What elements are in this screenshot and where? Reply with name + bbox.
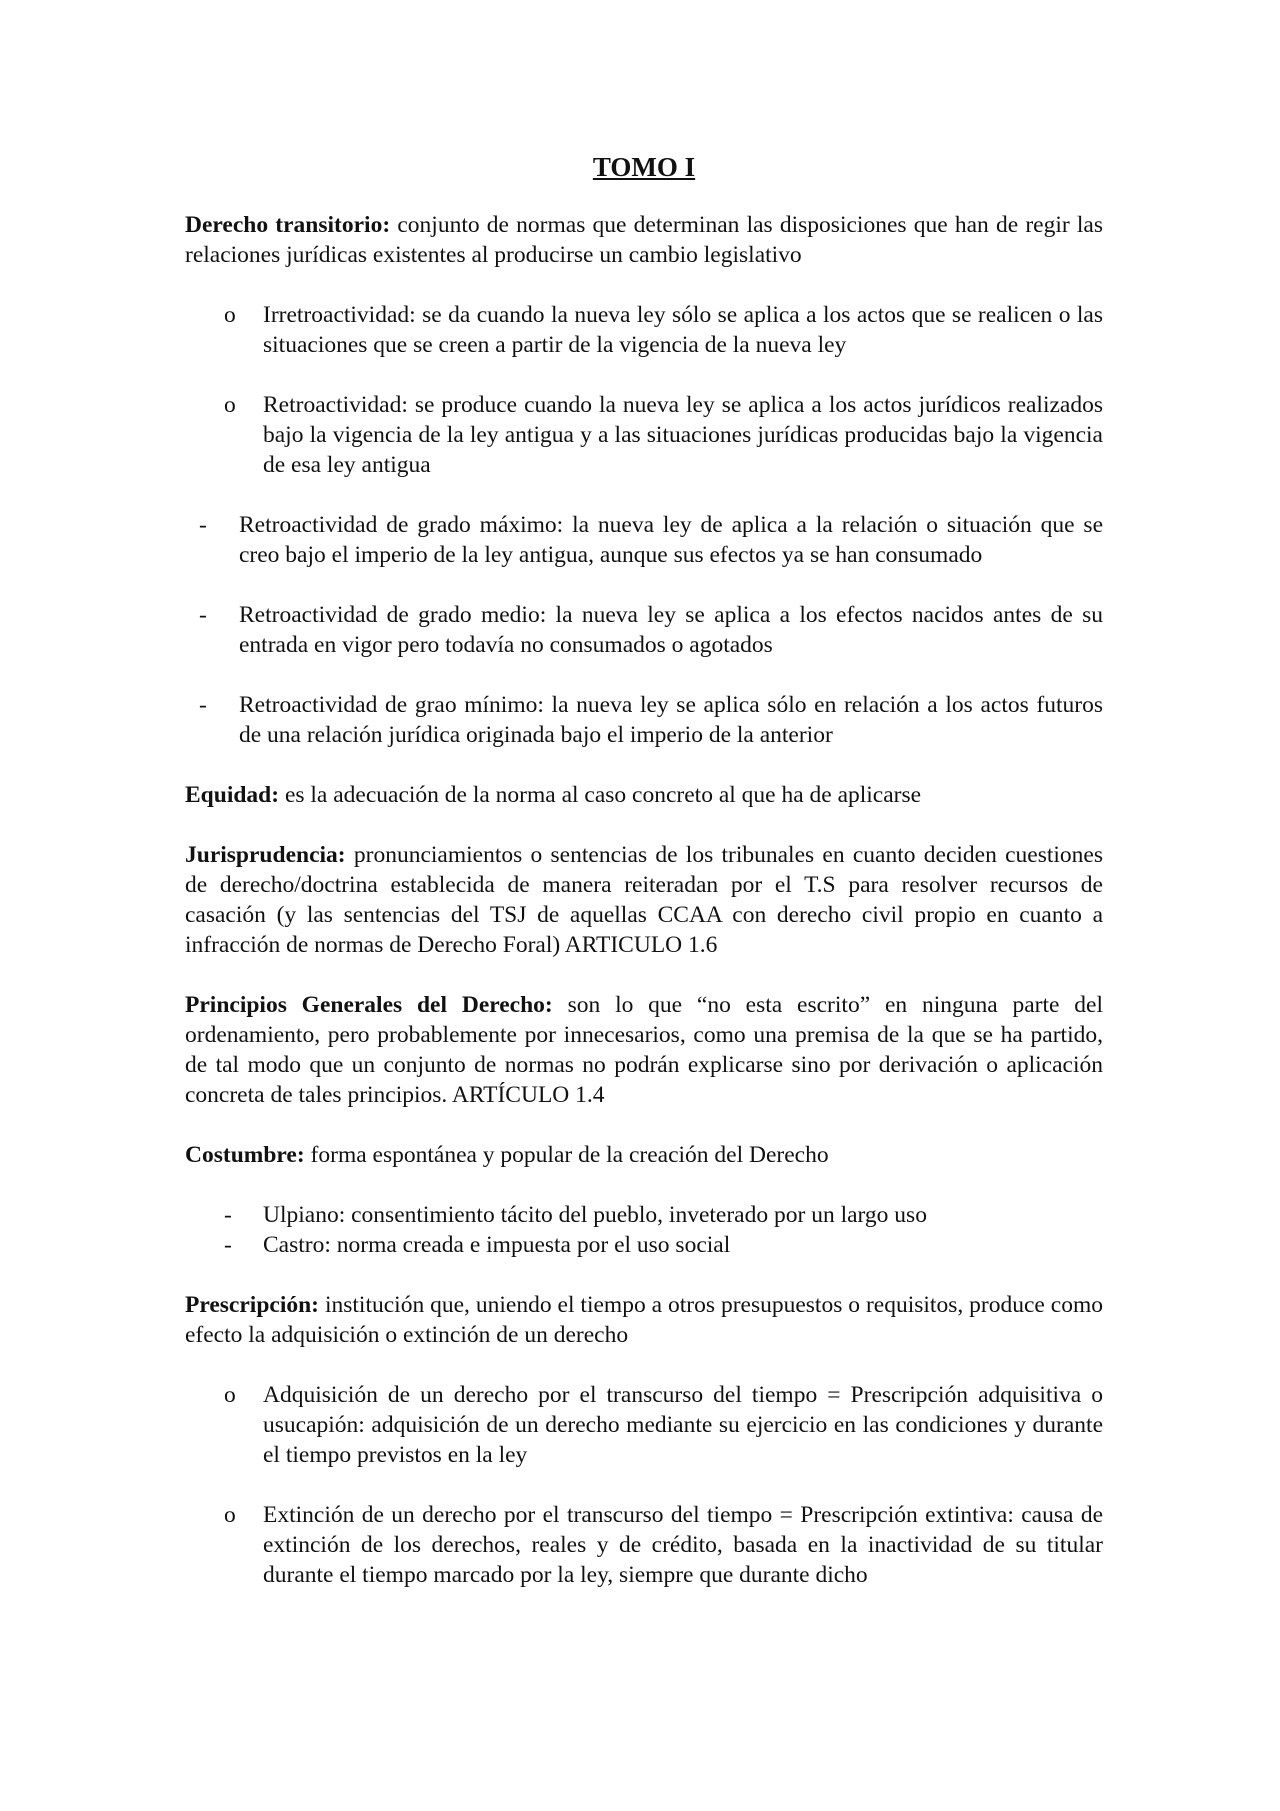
list-item-text: Retroactividad: se produce cuando la nueva ley se aplica a los actos jurídicos realizados bajo la vigencia de la ley antigua y a las situaciones jurídicas producidas bajo la vigencia de esa ley antigua bbox=[263, 392, 1103, 478]
list-item-text: Retroactividad de grao mínimo: la nueva ley se aplica sólo en relación a los actos futuros de una relación jurídica originada bajo el imperio de la anterior bbox=[239, 692, 1103, 748]
list-item bbox=[185, 1500, 1103, 1590]
definition-costumbre bbox=[185, 1140, 1103, 1170]
circle-bullet-icon: o bbox=[224, 392, 236, 418]
definition-equidad bbox=[185, 780, 1103, 810]
definition-text: es la adecuación de la norma al caso concreto al que ha de aplicarse bbox=[284, 782, 922, 808]
definition-text: pronunciamientos o sentencias de los tribunales en cuanto deciden cuestiones de derecho/doctrina establecida de manera reiteradan por el T.S para resolver recursos de casación (y las sentencias del TSJ de aquellas CCAA con derecho civil propio en cuanto a infracción de normas de Derecho Foral) ARTICULO 1.6 bbox=[185, 842, 1103, 958]
list-item bbox=[185, 690, 1103, 750]
dash-bullet-icon: - bbox=[224, 1232, 232, 1258]
circle-bullet-icon: o bbox=[224, 302, 236, 328]
list-item-text: Retroactividad de grado medio: la nueva ley se aplica a los efectos nacidos antes de su entrada en vigor pero todavía no consumados o agotados bbox=[239, 602, 1103, 658]
definition-prescripcion bbox=[185, 1290, 1103, 1350]
list-item bbox=[185, 510, 1103, 570]
list-item bbox=[185, 1200, 1103, 1230]
definition-text: forma espontánea y popular de la creación del Derecho bbox=[310, 1142, 829, 1168]
definition-text: son lo que “no esta escrito” en ninguna parte del ordenamiento, pero probablemente por innecesarios, como una premisa de la que se ha partido, de tal modo que un conjunto de normas no podrán explicarse sino por derivación o aplicación concreta de tales principios. ARTÍCULO 1.4 bbox=[185, 992, 1103, 1108]
definition-text: conjunto de normas que determinan las disposiciones que han de regir las relaciones jurídicas existentes al producirse un cambio legislativo bbox=[185, 212, 1104, 268]
circle-bullet-icon: o bbox=[224, 1382, 236, 1408]
list-item-text: Retroactividad de grado máximo: la nueva ley de aplica a la relación o situación que se creo bajo el imperio de la ley antigua, aunque sus efectos ya se han consumado bbox=[239, 512, 1103, 568]
dash-bullet-icon: - bbox=[199, 692, 207, 718]
dash-bullet-icon: - bbox=[224, 1202, 232, 1228]
list-item-text: Ulpiano: consentimiento tácito del pueblo, inveterado por un largo uso bbox=[263, 1202, 927, 1228]
definition-text: institución que, uniendo el tiempo a otros presupuestos o requisitos, produce como efecto la adquisición o extinción de un derecho bbox=[185, 1292, 1104, 1348]
list-item-text: Irretroactividad: se da cuando la nueva ley sólo se aplica a los actos que se realicen o las situaciones que se creen a partir de la vigencia de la nueva ley bbox=[263, 302, 1103, 358]
circle-bullet-icon: o bbox=[224, 1502, 236, 1528]
dash-bullet-icon: - bbox=[199, 512, 207, 538]
definition-derecho-transitorio bbox=[185, 210, 1103, 270]
page-title: TOMO I bbox=[592, 152, 696, 182]
list-item bbox=[185, 600, 1103, 660]
term-label: Derecho transitorio: bbox=[185, 212, 391, 238]
dash-bullet-icon: - bbox=[199, 602, 207, 628]
list-item bbox=[185, 300, 1103, 360]
definition-jurisprudencia bbox=[185, 840, 1103, 960]
definition-principios bbox=[185, 990, 1103, 1110]
list-item-text: Extinción de un derecho por el transcurso del tiempo = Prescripción extintiva: causa de extinción de los derechos, reales y de crédito, basada en la inactividad de su titular durante el tiempo marcado por la ley, siempre que durante dicho bbox=[263, 1502, 1103, 1588]
list-item bbox=[185, 1230, 1103, 1260]
term-label: Costumbre: bbox=[185, 1142, 305, 1168]
list-item-text: Castro: norma creada e impuesta por el uso social bbox=[263, 1232, 731, 1258]
list-item bbox=[185, 1380, 1103, 1470]
term-label: Equidad: bbox=[185, 782, 280, 808]
list-item bbox=[185, 390, 1103, 480]
list-item-text: Adquisición de un derecho por el transcurso del tiempo = Prescripción adquisitiva o usucapión: adquisición de un derecho mediante su ejercicio en las condiciones y durante el tiempo previstos en la ley bbox=[263, 1382, 1103, 1468]
term-label: Principios Generales del Derecho: bbox=[185, 992, 553, 1018]
term-label: Prescripción: bbox=[185, 1292, 320, 1318]
document-body bbox=[185, 150, 1103, 1620]
term-label: Jurisprudencia: bbox=[185, 842, 346, 868]
